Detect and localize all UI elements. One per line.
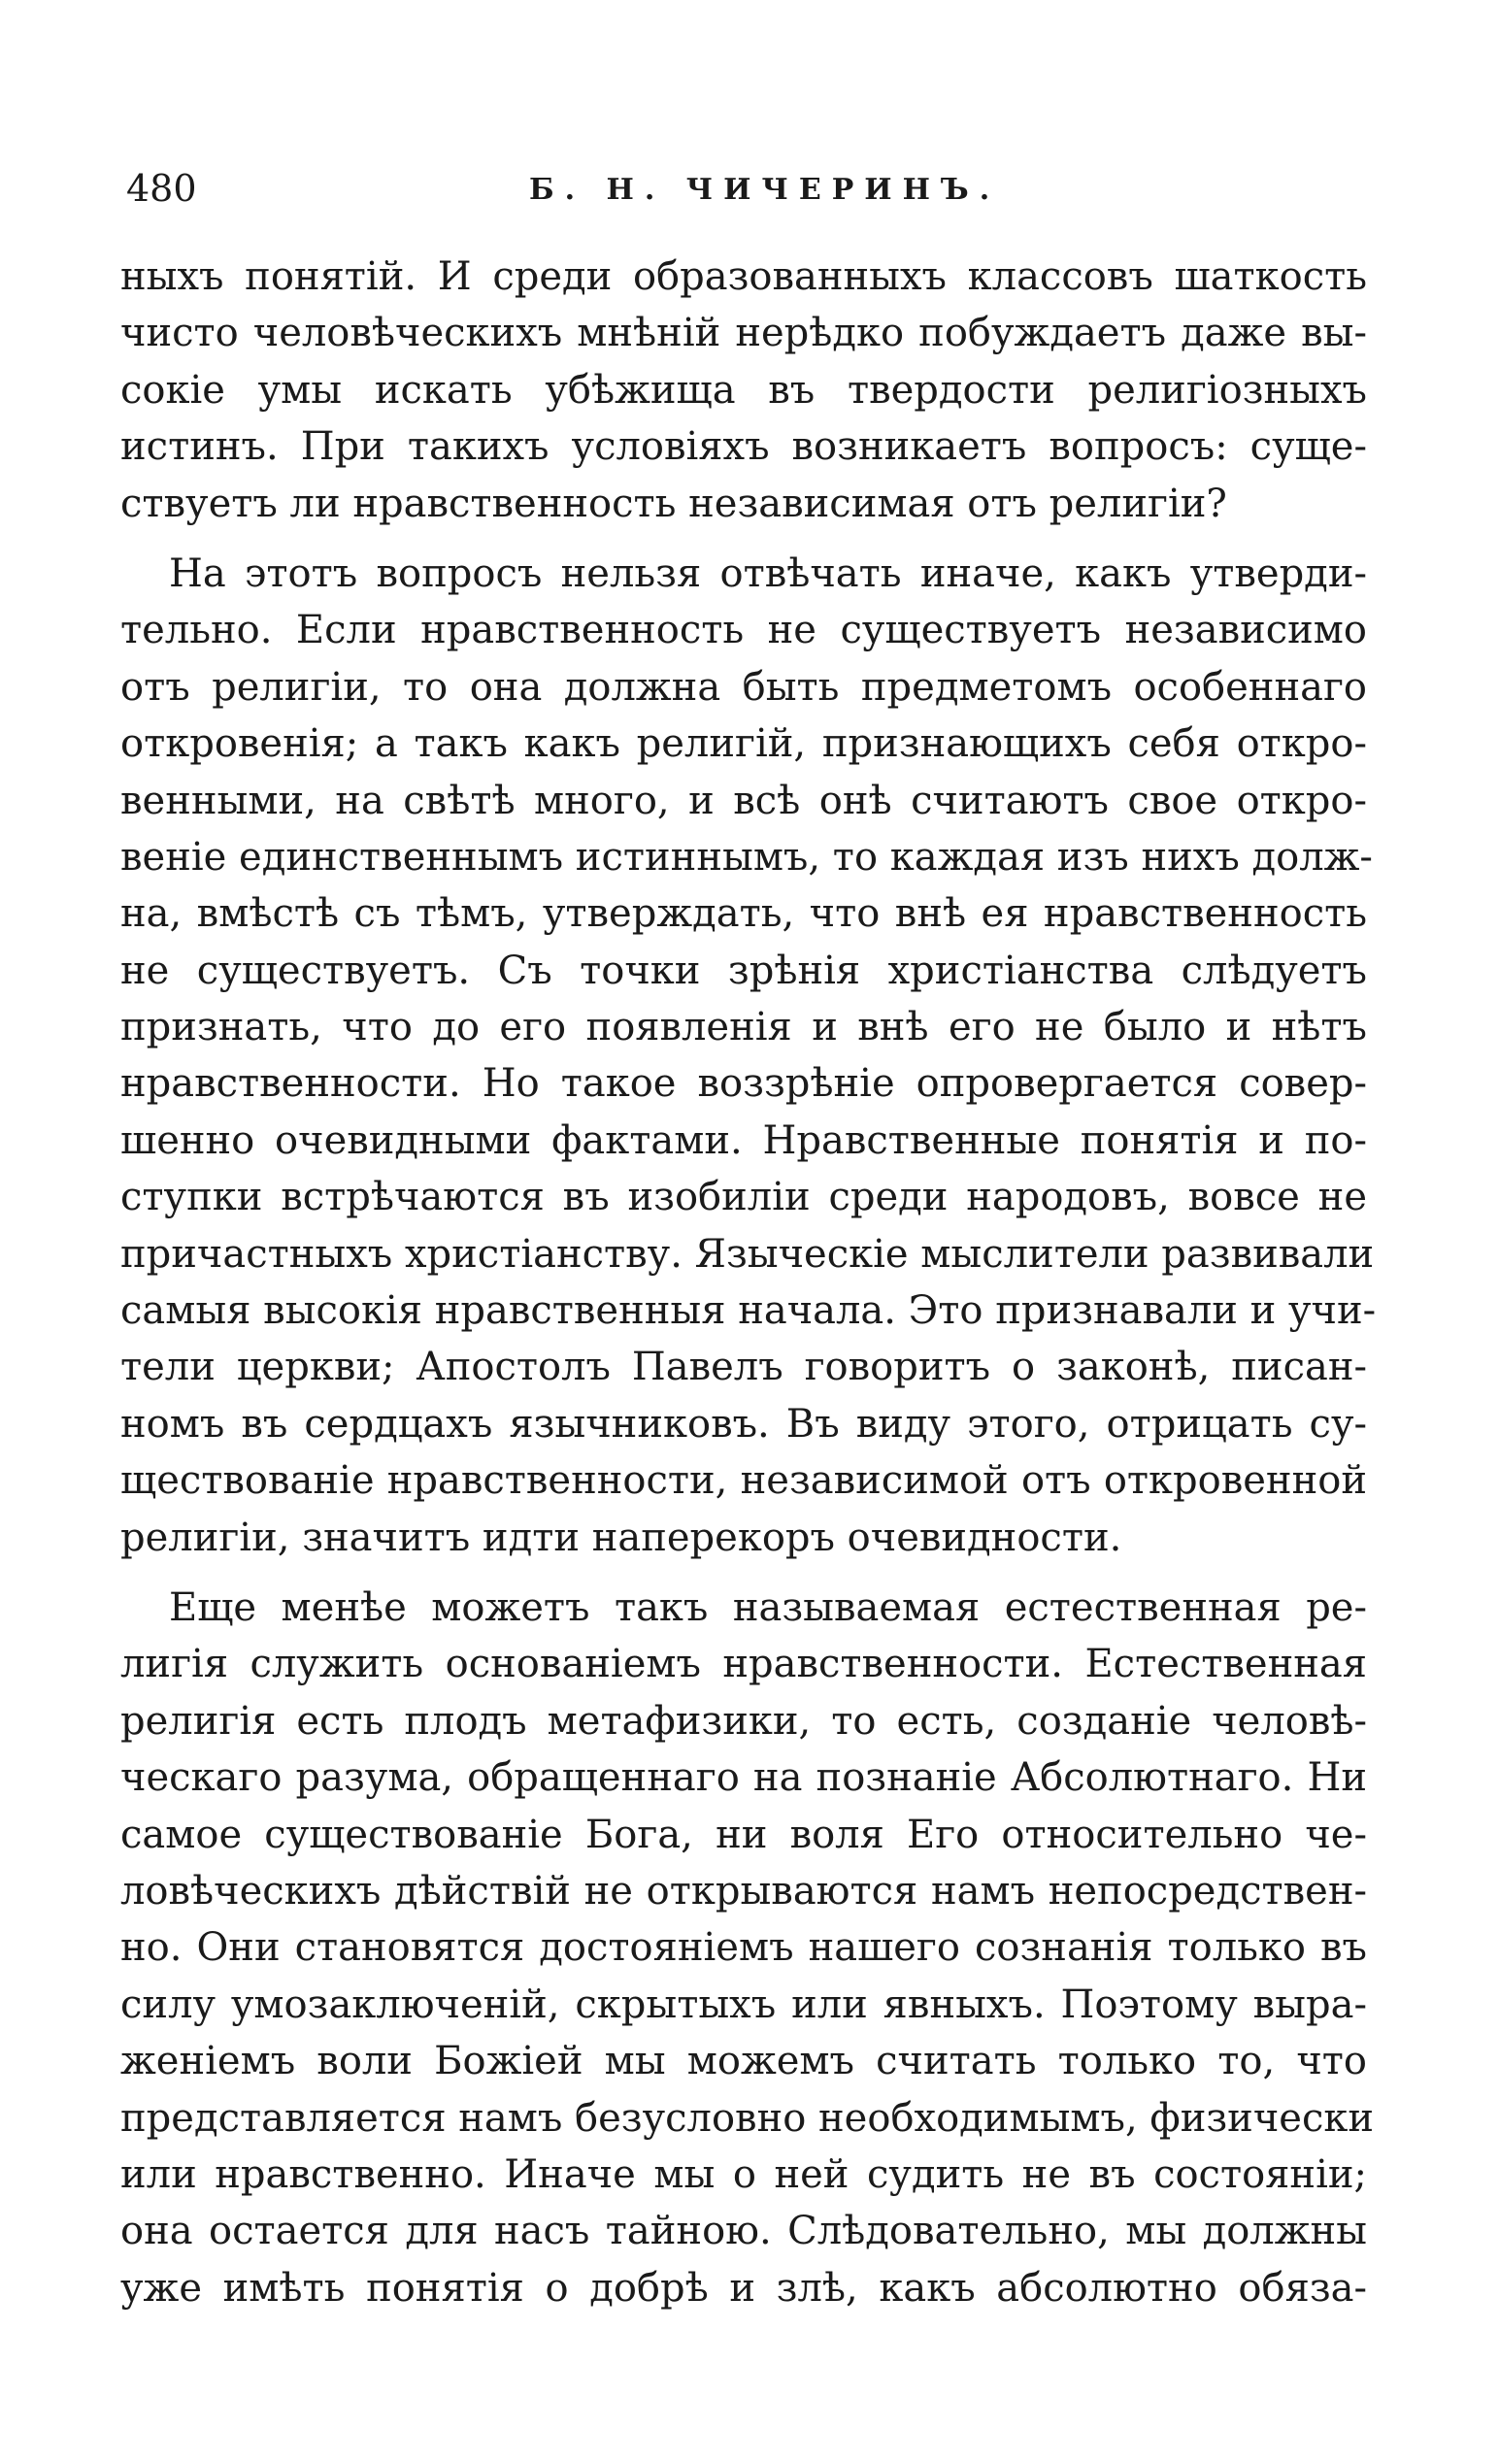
text-line: ловѣческихъ дѣйствій не открываются намъ непосредствен- bbox=[120, 1868, 1367, 1914]
text-line: религія есть плодъ метафизики, то есть, созданіе человѣ- bbox=[120, 1698, 1367, 1744]
text-line: ствуетъ ли нравственность независимая отъ религіи? bbox=[120, 481, 1227, 526]
text-line: нравственности. Но такое воззрѣніе опровергается совер- bbox=[120, 1061, 1367, 1107]
text-line: самое существованіе Бога, ни воля Его относительно че- bbox=[120, 1812, 1367, 1857]
text-line: На этотъ вопросъ нельзя отвѣчать иначе, какъ утверди- bbox=[169, 550, 1367, 596]
text-line: венными, на свѣтѣ много, и всѣ онѣ считаютъ свое откро- bbox=[120, 778, 1367, 823]
text-line: тельно. Если нравственность не существуетъ независимо bbox=[120, 608, 1367, 653]
text-line: причастныхъ христіанству. Языческіе мыслители развивали bbox=[120, 1231, 1375, 1277]
text-line: откровенія; а такъ какъ религій, признающихъ себя откро- bbox=[120, 721, 1367, 767]
paragraph bbox=[120, 546, 1377, 1566]
text-line: представляется намъ безусловно необходимымъ, физически bbox=[120, 2095, 1375, 2141]
text-line: признать, что до его появленія и внѣ его не было и нѣтъ bbox=[120, 1005, 1367, 1050]
text-line: шенно очевидными фактами. Нравственные понятія и по- bbox=[120, 1117, 1367, 1163]
text-line: не существуетъ. Съ точки зрѣнія христіанства слѣдуетъ bbox=[120, 948, 1367, 993]
author-header: Б. Н. ЧИЧЕРИНЪ. bbox=[529, 173, 1001, 207]
text-line: сокіе умы искать убѣжища въ твердости религіозныхъ bbox=[120, 367, 1367, 413]
text-line: но. Они становятся достояніемъ нашего сознанія только въ bbox=[120, 1925, 1367, 1971]
text-line: уже имѣть понятія о добрѣ и злѣ, какъ абсолютно обяза- bbox=[120, 2265, 1367, 2311]
paragraph bbox=[120, 1580, 1375, 2316]
running-head bbox=[126, 161, 1369, 216]
body-text bbox=[120, 249, 1377, 2316]
text-line: тели церкви; Апостолъ Павелъ говоритъ о законѣ, писан- bbox=[120, 1345, 1367, 1390]
text-line: номъ въ сердцахъ язычниковъ. Въ виду этого, отрицать су- bbox=[120, 1401, 1367, 1447]
text-line: Еще менѣе можетъ такъ называемая естественная ре- bbox=[169, 1584, 1367, 1630]
text-line: веніе единственнымъ истиннымъ, то каждая изъ нихъ долж- bbox=[120, 834, 1373, 880]
text-line: религіи, значитъ идти наперекоръ очевидности. bbox=[120, 1515, 1122, 1560]
paragraph-gap bbox=[120, 1566, 1367, 1580]
text-line: истинъ. При такихъ условіяхъ возникаетъ вопросъ: суще- bbox=[120, 424, 1367, 470]
text-line: самыя высокія нравственныя начала. Это признавали и учи- bbox=[120, 1288, 1377, 1334]
text-line: ступки встрѣчаются въ изобиліи среди народовъ, вовсе не bbox=[120, 1175, 1367, 1220]
text-line: ныхъ понятій. И среди образованныхъ классовъ шаткость bbox=[120, 254, 1367, 299]
text-line: ществованіе нравственности, независимой отъ откровенной bbox=[120, 1458, 1367, 1504]
text-line: ческаго разума, обращеннаго на познаніе Абсолютнаго. Ни bbox=[120, 1755, 1367, 1801]
text-line: отъ религіи, то она должна быть предметомъ особеннаго bbox=[120, 664, 1367, 710]
text-line: чисто человѣческихъ мнѣній нерѣдко побуждаетъ даже вы- bbox=[120, 311, 1367, 356]
text-line: или нравственно. Иначе мы о ней судить не въ состояніи; bbox=[120, 2151, 1367, 2197]
paragraph-gap bbox=[120, 532, 1367, 546]
page-number: 480 bbox=[126, 167, 197, 210]
text-line: силу умозаключеній, скрытыхъ или явныхъ. Поэтому выра- bbox=[120, 1981, 1367, 2027]
text-line: она остается для насъ тайною. Слѣдовательно, мы должны bbox=[120, 2209, 1367, 2254]
paragraph bbox=[120, 249, 1367, 532]
text-line: на, вмѣстѣ съ тѣмъ, утверждать, что внѣ ея нравственность bbox=[120, 891, 1367, 937]
text-line: женіемъ воли Божіей мы можемъ считать только то, что bbox=[120, 2039, 1367, 2084]
text-line: лигія служить основаніемъ нравственности. Естественная bbox=[120, 1642, 1367, 1687]
